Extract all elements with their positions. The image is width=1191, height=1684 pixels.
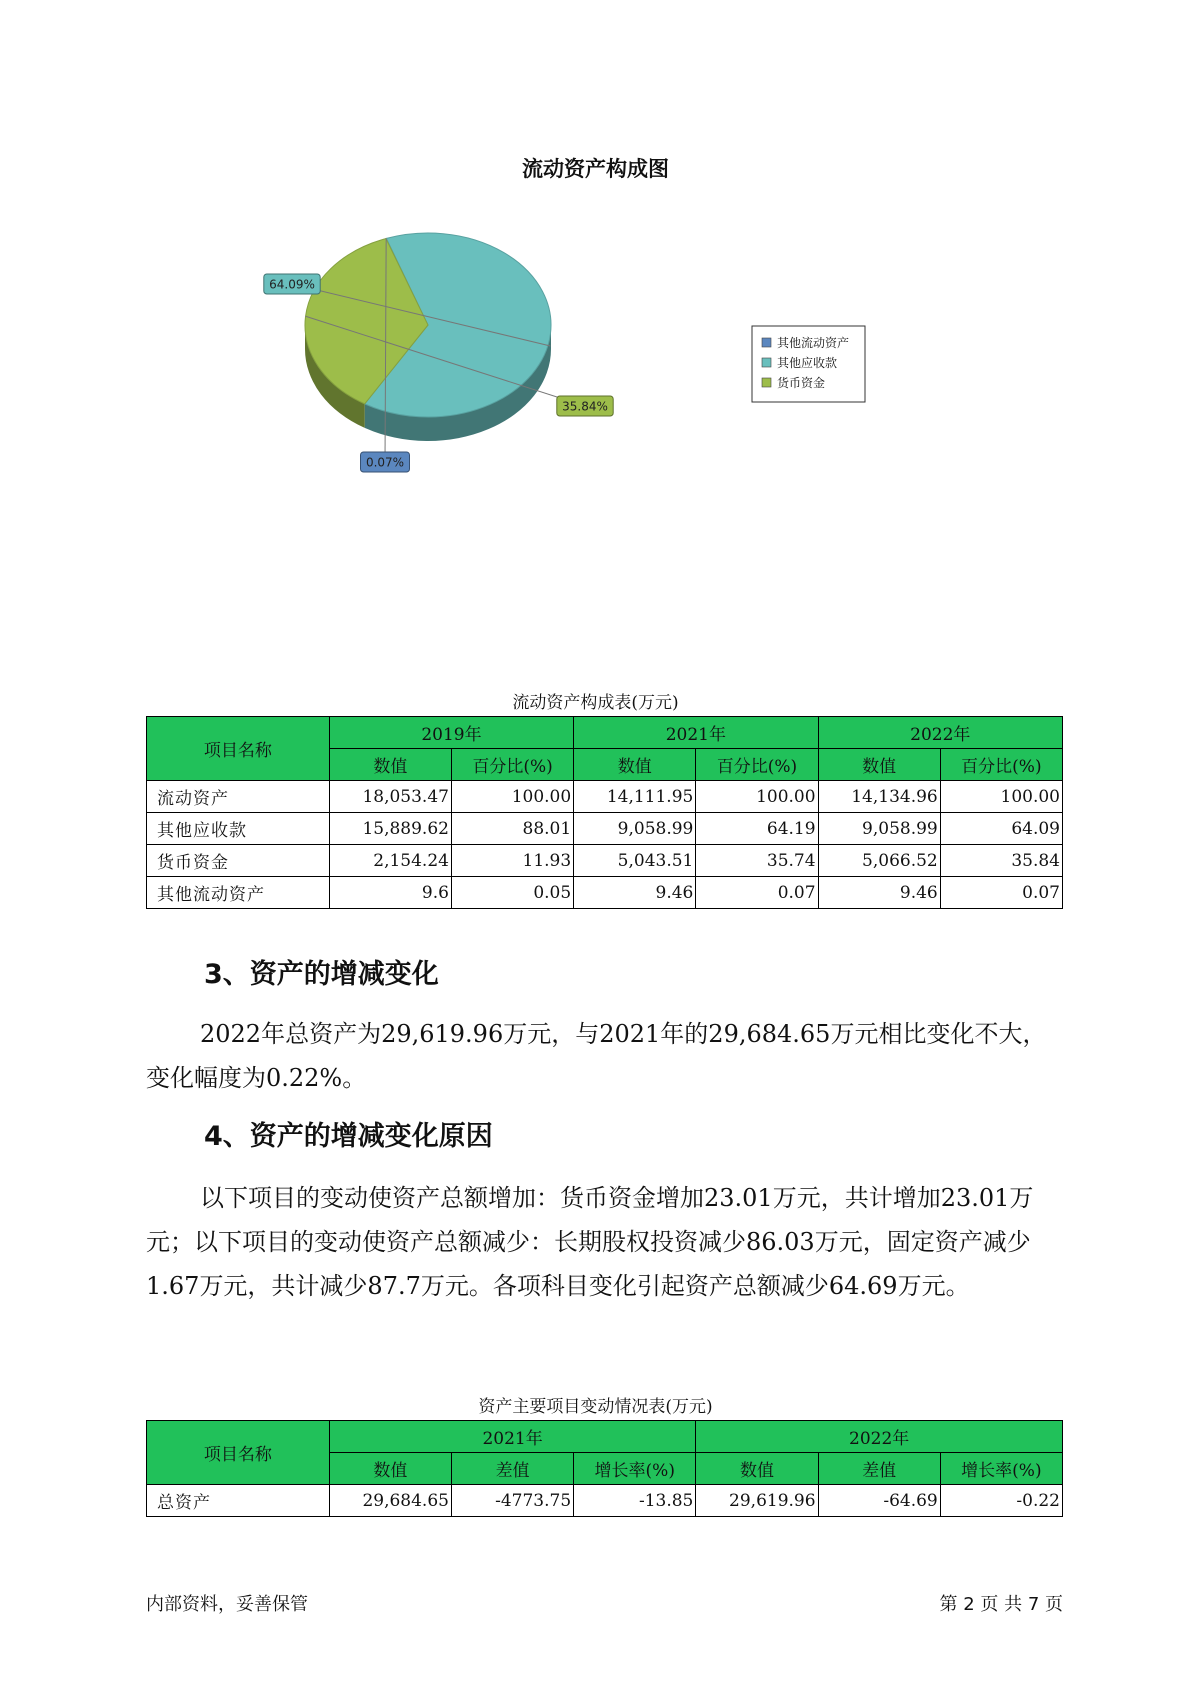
legend-swatch-0 xyxy=(762,338,771,347)
header-percent: 百分比(%) xyxy=(696,749,818,781)
header-value: 数值 xyxy=(329,749,451,781)
cell: 14,111.95 xyxy=(574,781,696,813)
legend-swatch-2 xyxy=(762,378,771,387)
cell: 29,619.96 xyxy=(696,1485,818,1517)
header-diff: 差值 xyxy=(818,1453,940,1485)
pie-chart xyxy=(0,0,1191,520)
cell: 5,043.51 xyxy=(574,845,696,877)
pie-data-label-2: 35.84% xyxy=(562,399,608,414)
cell: 35.84 xyxy=(940,845,1062,877)
cell: 100.00 xyxy=(940,781,1062,813)
row-label: 流动资产 xyxy=(147,781,330,813)
cell: 9.46 xyxy=(818,877,940,909)
table1-caption: 流动资产构成表(万元) xyxy=(512,693,679,713)
legend-item-2: 货币资金 xyxy=(777,376,826,390)
cell: 15,889.62 xyxy=(329,813,451,845)
row-label: 其他流动资产 xyxy=(147,877,330,909)
header-growth: 增长率(%) xyxy=(574,1453,696,1485)
cell: 5,066.52 xyxy=(818,845,940,877)
header-diff: 差值 xyxy=(451,1453,573,1485)
cell: 2,154.24 xyxy=(329,845,451,877)
footer-confidential: 内部资料，妥善保管 xyxy=(146,1594,308,1615)
cell: 9.6 xyxy=(329,877,451,909)
pie-data-label-0: 0.07% xyxy=(365,455,405,470)
header-item-name: 项目名称 xyxy=(147,717,330,781)
cell: 14,134.96 xyxy=(818,781,940,813)
row-label: 其他应收款 xyxy=(147,813,330,845)
table2-caption: 资产主要项目变动情况表(万元) xyxy=(478,1397,713,1417)
cell: 100.00 xyxy=(696,781,818,813)
cell: 29,684.65 xyxy=(329,1485,451,1517)
cell: 11.93 xyxy=(451,845,573,877)
pie-data-label-1: 64.09% xyxy=(269,277,315,292)
header-value: 数值 xyxy=(696,1453,818,1485)
chart-title: 流动资产构成图 xyxy=(522,157,669,181)
header-growth: 增长率(%) xyxy=(940,1453,1062,1485)
current-assets-table xyxy=(146,716,1063,909)
cell: 35.74 xyxy=(696,845,818,877)
section3-text: 2022年总资产为29,619.96万元，与2021年的29,684.65万元相比变化不大，变化幅度为0.22%。 xyxy=(146,1020,1047,1092)
header-value: 数值 xyxy=(574,749,696,781)
header-value: 数值 xyxy=(818,749,940,781)
cell: 88.01 xyxy=(451,813,573,845)
cell: 9.46 xyxy=(574,877,696,909)
cell: 18,053.47 xyxy=(329,781,451,813)
chart-legend xyxy=(752,326,865,402)
cell: 64.19 xyxy=(696,813,818,845)
cell: 64.09 xyxy=(940,813,1062,845)
header-year: 2021年 xyxy=(574,717,818,749)
section3-heading: 3、资产的增减变化 xyxy=(204,959,439,990)
cell: 9,058.99 xyxy=(574,813,696,845)
header-item-name: 项目名称 xyxy=(147,1421,330,1485)
footer-page-number: 第 2 页 共 7 页 xyxy=(939,1594,1063,1615)
header-year: 2022年 xyxy=(818,717,1062,749)
header-year: 2022年 xyxy=(696,1421,1063,1453)
cell: -4773.75 xyxy=(451,1485,573,1517)
section4-text: 以下项目的变动使资产总额增加：货币资金增加23.01万元，共计增加23.01万元；以下项目的变动使资产总额减少：长期股权投资减少86.03万元，固定资产减少1.67万元，共计减少87.7万元。各项科目变化引起资产总额减少64.69万元。 xyxy=(146,1184,1034,1300)
table-row xyxy=(147,813,1063,845)
section4-heading: 4、资产的增减变化原因 xyxy=(204,1121,493,1152)
header-year: 2019年 xyxy=(329,717,573,749)
cell: 9,058.99 xyxy=(818,813,940,845)
header-percent: 百分比(%) xyxy=(940,749,1062,781)
table-row xyxy=(147,781,1063,813)
header-value: 数值 xyxy=(329,1453,451,1485)
row-label: 货币资金 xyxy=(147,845,330,877)
header-percent: 百分比(%) xyxy=(451,749,573,781)
cell: -13.85 xyxy=(574,1485,696,1517)
legend-swatch-1 xyxy=(762,358,771,367)
cell: 0.07 xyxy=(940,877,1062,909)
table-row xyxy=(147,877,1063,909)
table-row xyxy=(147,1485,1063,1517)
row-label: 总资产 xyxy=(147,1485,330,1517)
cell: 100.00 xyxy=(451,781,573,813)
table-row xyxy=(147,845,1063,877)
cell: -64.69 xyxy=(818,1485,940,1517)
cell: 0.05 xyxy=(451,877,573,909)
header-year: 2021年 xyxy=(329,1421,696,1453)
section4-paragraph xyxy=(146,1176,1066,1308)
asset-change-table xyxy=(146,1420,1063,1517)
legend-item-1: 其他应收款 xyxy=(777,356,838,370)
cell: -0.22 xyxy=(940,1485,1062,1517)
cell: 0.07 xyxy=(696,877,818,909)
legend-item-0: 其他流动资产 xyxy=(777,336,850,350)
section3-paragraph xyxy=(146,1012,1066,1100)
